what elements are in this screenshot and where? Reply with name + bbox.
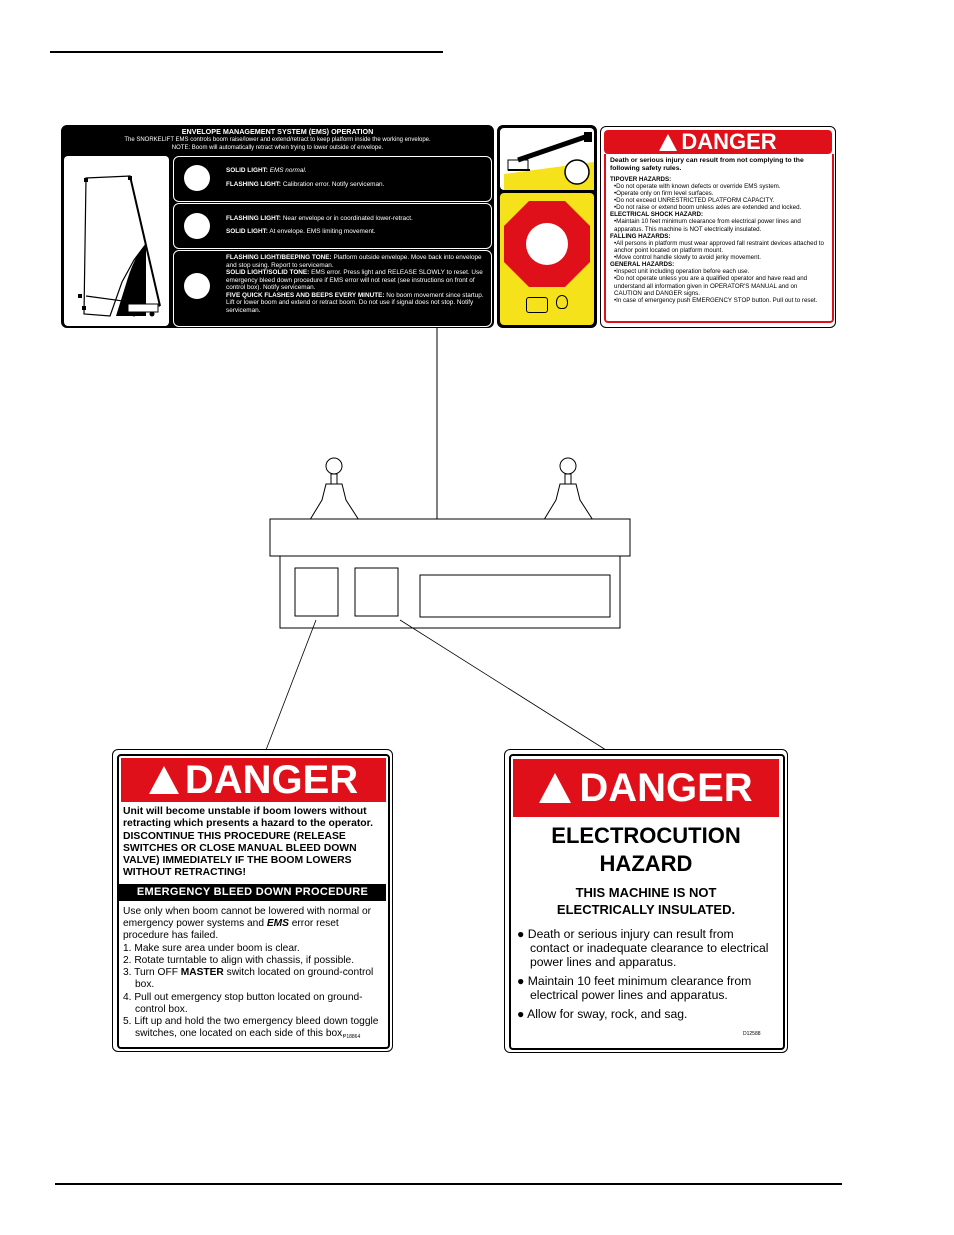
decal-slot-3 bbox=[420, 575, 610, 617]
bullet-dot-icon: ● bbox=[517, 1006, 525, 1021]
electrical-head: ELECTRICAL SHOCK HAZARD: bbox=[610, 211, 704, 219]
electro-sub-2: ELECTRICALLY INSULATED. bbox=[556, 902, 736, 917]
ems-row-1-line-1-text: EMS normal. bbox=[269, 167, 307, 174]
ems-row-2-line-1-text: Near envelope or in coordinated lower-retract. bbox=[282, 215, 413, 222]
warning-triangle-icon bbox=[149, 766, 179, 794]
tipover-item: • Operate only on firm level surfaces. bbox=[610, 190, 824, 197]
tipover-item: • Do not exceed UNRESTRICTED PLATFORM CAPACITY. bbox=[610, 197, 824, 204]
procedure-step-1: 1. Make sure area under boom is clear. bbox=[123, 942, 300, 954]
ems-row-1-line-2-text: Calibration error. Notify serviceman. bbox=[282, 181, 385, 188]
bleed-warning: Unit will become unstable if boom lowers without retracting which presents a hazard to the operator. DISCONTINUE THIS PROCEDURE (RELEASE SWITCHES OR CLOSE MANUAL BLEED DOWN VALVE) IMMEDIATELY IF THE BOOM LOWERS WITHOUT RETRACTING! bbox=[123, 806, 374, 879]
tipover-item: • Do not raise or extend boom unless axles are extended and locked. bbox=[610, 204, 824, 211]
danger-banner bbox=[513, 759, 779, 817]
tipover-item: • Do not operate with known defects or override EMS system. bbox=[610, 183, 824, 190]
ems-row-3-line-2-text: EMS error. Press light and RELEASE SLOWLY to reset. Use emergency bleed down procedure if EMS error will not reset (see instructions on front of control box). Notify serviceman. bbox=[226, 269, 483, 292]
procedure-step-3-master: MASTER bbox=[180, 967, 224, 979]
procedure-step-2: 2. Rotate turntable to align with chassis, if possible. bbox=[123, 954, 355, 966]
tipover-head: TIPOVER HAZARDS: bbox=[610, 175, 672, 183]
general-head: GENERAL HAZARDS: bbox=[610, 261, 675, 269]
ems-row-3-line-1-text: Platform outside envelope. Move back into envelope and stop using. Report to serviceman. bbox=[226, 254, 482, 269]
general-item: • Inspect unit including operation before each use. bbox=[610, 268, 824, 275]
procedure-step-3-a: 3. Turn OFF bbox=[123, 967, 181, 979]
danger-heading: DANGER bbox=[579, 765, 753, 810]
danger-intro: Death or serious injury can result from not complying to the following safety rules. bbox=[610, 157, 804, 172]
ems-row-2-line-2-head: SOLID LIGHT: bbox=[226, 228, 268, 235]
procedure-intro bbox=[123, 906, 385, 943]
procedure-intro-b: error reset procedure has failed. bbox=[123, 918, 339, 942]
ems-note: NOTE: Boom will automatically retract when trying to lower outside of envelope. bbox=[171, 145, 384, 151]
ems-row-2-line-2-text: At envelope. EMS limiting movement. bbox=[269, 228, 376, 235]
ems-title: ENVELOPE MANAGEMENT SYSTEM (EMS) OPERATION bbox=[181, 127, 374, 136]
control-box-top bbox=[270, 519, 630, 556]
electro-bullet-2-text: Maintain 10 feet minimum clearance from electrical power lines and apparatus. bbox=[527, 973, 752, 1002]
falling-item: • All persons in platform must wear approved fall restraint devices attached to anchor point located on platform mount. bbox=[610, 240, 824, 254]
ems-row-1-line-2-head: FLASHING LIGHT: bbox=[226, 181, 282, 188]
electro-bullet-1 bbox=[517, 928, 775, 970]
decal-slot-1 bbox=[295, 568, 338, 616]
procedure-step-3-b: switch located on ground-control box. bbox=[135, 967, 374, 991]
bleed-part-number: P18864 bbox=[343, 1034, 361, 1040]
leader-line-electro bbox=[400, 620, 606, 750]
procedure-step-3 bbox=[123, 967, 385, 991]
electro-title-1: ELECTROCUTION bbox=[551, 823, 741, 848]
falling-head: FALLING HAZARDS: bbox=[610, 232, 671, 240]
danger-heading: DANGER bbox=[681, 129, 777, 154]
decal-slot-2 bbox=[355, 568, 398, 616]
ems-row-1-line-1-head: SOLID LIGHT: bbox=[226, 167, 268, 174]
electro-bullets bbox=[517, 928, 775, 1021]
danger-banner bbox=[121, 758, 386, 802]
ems-row-3-line-3-text: No boom movement since startup. Lift or lower boom and extend or retract boom. Do not use if signal does not stop. Notify serviceman. bbox=[226, 291, 484, 314]
general-item: • Do not operate unless you are a qualified operator and have read and understand all information given in OPERATOR'S MANUAL and on CAUTION and DANGER signs. bbox=[610, 275, 824, 296]
ems-row-3-line-3-head: FIVE QUICK FLASHES AND BEEPS EVERY MINUTE: bbox=[226, 291, 385, 299]
electro-bullet-3-text: Allow for sway, rock, and sag. bbox=[527, 1006, 688, 1021]
danger-bleed-down-decal bbox=[112, 749, 393, 1052]
general-item: • In case of emergency push EMERGENCY STOP button. Pull out to reset. bbox=[610, 297, 824, 304]
procedure-title: EMERGENCY BLEED DOWN PROCEDURE bbox=[136, 886, 369, 898]
bullet-dot-icon: ● bbox=[517, 973, 525, 988]
electro-sub-1: THIS MACHINE IS NOT bbox=[575, 885, 717, 900]
electro-part-number: D12588 bbox=[743, 1031, 761, 1037]
electrical-item: • Maintain 10 feet minimum clearance from electrical power lines and apparatus. This machine is NOT electrically insulated. bbox=[610, 218, 824, 232]
procedure-intro-ems: EMS bbox=[266, 918, 289, 930]
electro-bullet-2 bbox=[517, 975, 775, 1003]
ems-row-3-line-2-head: SOLID LIGHT/SOLID TONE: bbox=[226, 269, 310, 277]
procedure-step-4: 4. Pull out emergency stop button located on ground-control box. bbox=[123, 991, 363, 1015]
danger-electrocution-decal bbox=[504, 749, 788, 1053]
warning-triangle-icon bbox=[539, 773, 571, 803]
danger-heading: DANGER bbox=[184, 757, 359, 802]
ems-row-2-line-1-head: FLASHING LIGHT: bbox=[226, 215, 282, 222]
electro-bullet-1-text: Death or serious injury can result from contact or inadequate clearance to electrical power lines and apparatus. bbox=[527, 927, 769, 969]
ems-subtitle: The SNORKELIFT EMS controls boom raise/lower and extend/retract to keep platform inside the working envelope. bbox=[124, 137, 431, 143]
leader-line-bleed bbox=[266, 620, 316, 750]
ems-row-3-line-1-head: FLASHING LIGHT/BEEPING TONE: bbox=[226, 254, 332, 261]
procedure-step-5: 5. Lift up and hold the two emergency bleed down toggle switches, one located on each side of this box. bbox=[123, 1016, 379, 1040]
bullet-dot-icon: ● bbox=[517, 927, 525, 941]
electro-bullet-3 bbox=[517, 1008, 775, 1022]
falling-item: • Move control handle slowly to avoid jerky movement. bbox=[610, 254, 824, 261]
procedure-body bbox=[123, 906, 385, 1041]
electro-title-2: HAZARD bbox=[599, 851, 693, 876]
procedure-intro-a: Use only when boom cannot be lowered with normal or emergency power systems and bbox=[123, 906, 372, 930]
